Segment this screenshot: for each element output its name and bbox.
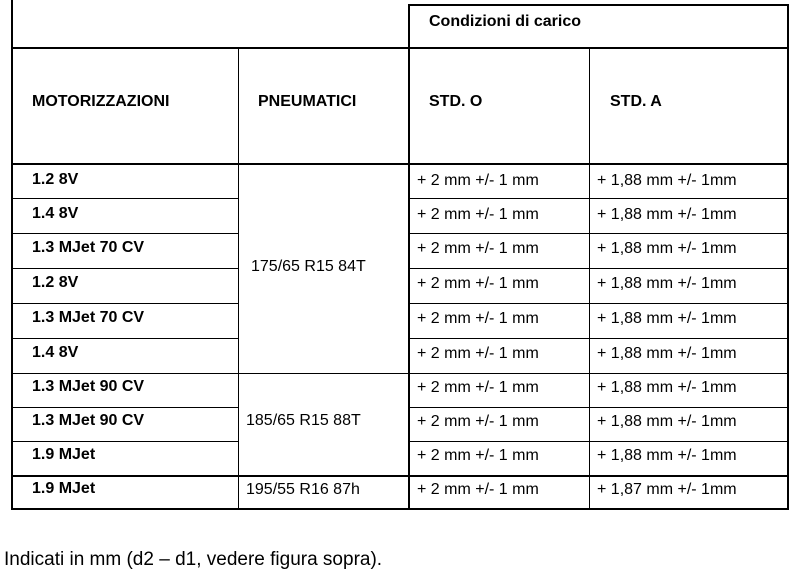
- row-separator: [408, 303, 788, 304]
- header-separator: [11, 47, 788, 49]
- std-a-cell: + 1,88 mm +/- 1mm: [597, 447, 737, 464]
- header-std-o: STD. O: [429, 93, 483, 110]
- engine-cell: 1.3 MJet 70 CV: [32, 309, 145, 326]
- row-separator: [11, 441, 238, 442]
- std-a-cell: + 1,88 mm +/- 1mm: [597, 240, 737, 257]
- table-left-border: [11, 0, 13, 510]
- header-engines: MOTORIZZAZIONI: [32, 93, 170, 110]
- header-std-a: STD. A: [610, 93, 662, 110]
- std-o-cell: + 2 mm +/- 1 mm: [417, 413, 539, 430]
- tire-cell: 195/55 R16 87h: [246, 481, 360, 498]
- row-separator: [11, 268, 238, 269]
- row-separator: [408, 198, 788, 199]
- std-a-cell: + 1,88 mm +/- 1mm: [597, 345, 737, 362]
- row-separator: [11, 303, 238, 304]
- std-o-cell: + 2 mm +/- 1 mm: [417, 240, 539, 257]
- group-separator: [11, 373, 788, 374]
- std-o-cell: + 2 mm +/- 1 mm: [417, 447, 539, 464]
- engine-cell: 1.3 MJet 70 CV: [32, 239, 145, 256]
- engine-cell: 1.9 MJet: [32, 480, 96, 497]
- std-a-cell: + 1,88 mm +/- 1mm: [597, 310, 737, 327]
- group-header-load-conditions: Condizioni di carico: [429, 13, 582, 30]
- tire-cell: 185/65 R15 88T: [246, 412, 361, 429]
- row-separator: [408, 233, 788, 234]
- row-separator: [11, 198, 238, 199]
- std-a-cell: + 1,88 mm +/- 1mm: [597, 206, 737, 223]
- table-bottom-border: [11, 508, 788, 510]
- column-divider-1: [238, 47, 239, 510]
- std-o-cell: + 2 mm +/- 1 mm: [417, 345, 539, 362]
- table-top-border: [408, 4, 788, 6]
- row-separator: [408, 268, 788, 269]
- std-o-cell: + 2 mm +/- 1 mm: [417, 481, 539, 498]
- engine-cell: 1.3 MJet 90 CV: [32, 412, 145, 429]
- row-separator: [408, 338, 788, 339]
- row-separator: [408, 441, 788, 442]
- std-o-cell: + 2 mm +/- 1 mm: [417, 379, 539, 396]
- engine-cell: 1.9 MJet: [32, 446, 96, 463]
- row-separator: [408, 407, 788, 408]
- header-tires: PNEUMATICI: [258, 93, 357, 110]
- table-right-border: [787, 4, 789, 510]
- row-separator: [11, 407, 238, 408]
- engine-cell: 1.2 8V: [32, 274, 79, 291]
- std-a-cell: + 1,88 mm +/- 1mm: [597, 379, 737, 396]
- column-divider-2: [408, 4, 410, 510]
- std-a-cell: + 1,87 mm +/- 1mm: [597, 481, 737, 498]
- std-o-cell: + 2 mm +/- 1 mm: [417, 275, 539, 292]
- table-caption: Indicati in mm (d2 – d1, vedere figura sopra).: [4, 549, 383, 570]
- row-separator: [11, 233, 238, 234]
- engine-cell: 1.4 8V: [32, 344, 79, 361]
- engine-cell: 1.3 MJet 90 CV: [32, 378, 145, 395]
- std-a-cell: + 1,88 mm +/- 1mm: [597, 413, 737, 430]
- std-a-cell: + 1,88 mm +/- 1mm: [597, 172, 737, 189]
- std-o-cell: + 2 mm +/- 1 mm: [417, 206, 539, 223]
- std-a-cell: + 1,88 mm +/- 1mm: [597, 275, 737, 292]
- engine-cell: 1.2 8V: [32, 171, 79, 188]
- group-separator: [11, 475, 788, 477]
- std-o-cell: + 2 mm +/- 1 mm: [417, 310, 539, 327]
- engine-cell: 1.4 8V: [32, 205, 79, 222]
- std-o-cell: + 2 mm +/- 1 mm: [417, 172, 539, 189]
- row-separator: [11, 338, 238, 339]
- header-bottom-border: [11, 163, 788, 165]
- tire-cell: 175/65 R15 84T: [251, 258, 366, 275]
